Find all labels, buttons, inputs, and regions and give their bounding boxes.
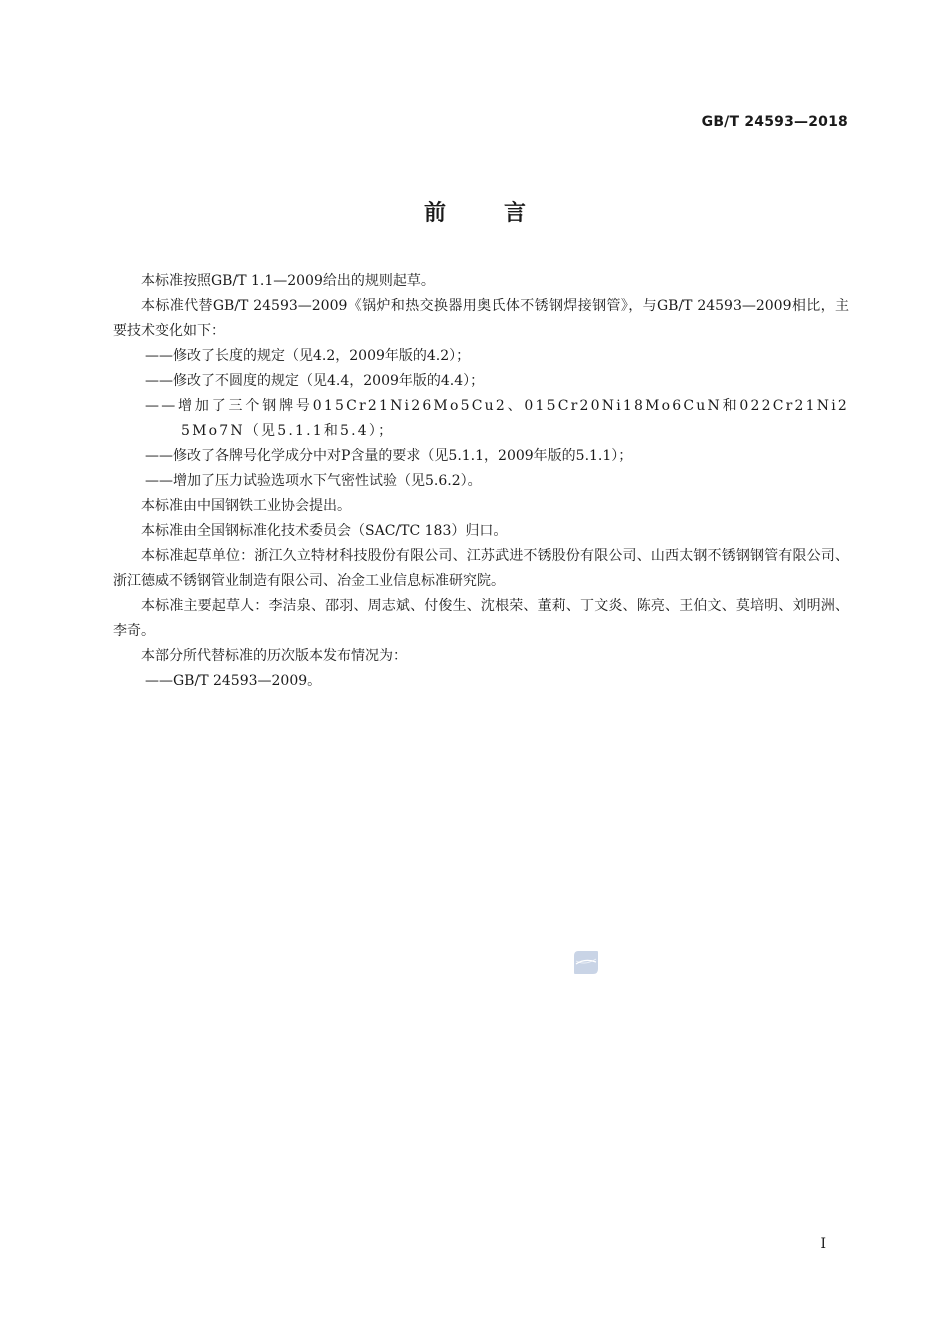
- list-item: ——修改了长度的规定（见4.2，2009年版的4.2）；: [145, 348, 471, 364]
- sac-logo-icon: [573, 950, 599, 975]
- paragraph-replacement: 本标准代替GB/T 24593—2009《锅炉和热交换器用奥氏体不锈钢焊接钢管》，与GB/T 24593—2009相比，主要技术变化如下：: [113, 298, 849, 339]
- foreword-body: [113, 269, 849, 694]
- list-item: ——修改了不圆度的规定（见4.4，2009年版的4.4）；: [145, 373, 485, 389]
- page-number: I: [820, 1236, 826, 1252]
- paragraph-drafting-rules: 本标准按照GB/T 1.1—2009给出的规则起草。: [141, 273, 435, 289]
- page-title: 前言: [423, 201, 584, 226]
- paragraph-drafting-units: 本标准起草单位：浙江久立特材科技股份有限公司、江苏武进不锈股份有限公司、山西太钢不锈钢钢管有限公司、浙江德威不锈钢管业制造有限公司、冶金工业信息标准研究院。: [113, 548, 849, 589]
- paragraph-drafters: 本标准主要起草人：李洁泉、邵羽、周志斌、付俊生、沈根荣、董莉、丁文炎、陈亮、王伯文、莫培明、刘明洲、李奇。: [113, 598, 849, 639]
- list-item: ——增加了压力试验选项水下气密性试验（见5.6.2）。: [145, 473, 482, 489]
- list-item: ——GB/T 24593—2009。: [145, 673, 322, 689]
- paragraph-proposer: 本标准由中国钢铁工业协会提出。: [141, 498, 351, 514]
- list-item: ——增加了三个钢牌号015Cr21Ni26Mo5Cu2、015Cr20Ni18Mo6CuN和022Cr21Ni25Mo7N（见5.1.1和5.4）；: [145, 398, 849, 439]
- paragraph-history: 本部分所代替标准的历次版本发布情况为：: [141, 648, 407, 664]
- standard-code: GB/T 24593—2018: [701, 114, 848, 130]
- paragraph-administrator: 本标准由全国钢标准化技术委员会（SAC/TC 183）归口。: [141, 523, 508, 539]
- list-item: ——修改了各牌号化学成分中对P含量的要求（见5.1.1，2009年版的5.1.1）；: [145, 448, 633, 464]
